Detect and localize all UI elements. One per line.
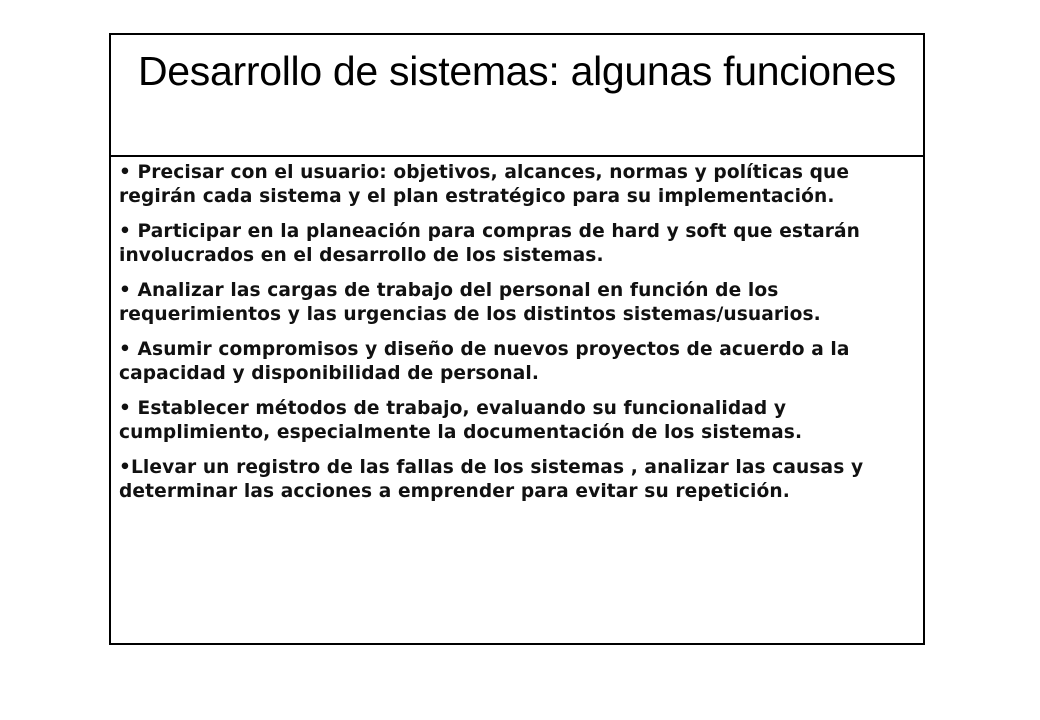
slide-title: Desarrollo de sistemas: algunas funciones	[138, 48, 896, 94]
bullet-item-4: • Asumir compromisos y diseño de nuevos proyectos de acuerdo a la capacidad y disponibilidad de personal.	[119, 339, 850, 384]
bullet-item-1: • Precisar con el usuario: objetivos, alcances, normas y políticas que regirán cada sistema y el plan estratégico para su implementación.	[119, 162, 850, 207]
title-cell	[111, 35, 923, 157]
slide-frame	[109, 33, 925, 645]
bullet-list	[119, 161, 903, 504]
bullet-item-2: • Participar en la planeación para compras de hard y soft que estarán involucrados en el desarrollo de los sistemas.	[119, 221, 860, 266]
content-cell	[111, 157, 923, 504]
bullet-item-3: • Analizar las cargas de trabajo del personal en función de los requerimientos y las urgencias de los distintos sistemas/usuarios.	[119, 280, 821, 325]
bullet-item-6: •Llevar un registro de las fallas de los sistemas , analizar las causas y determinar las acciones a emprender para evitar su repetición.	[119, 457, 864, 502]
bullet-item-5: • Establecer métodos de trabajo, evaluando su funcionalidad y cumplimiento, especialmente la documentación de los sistemas.	[119, 398, 803, 443]
